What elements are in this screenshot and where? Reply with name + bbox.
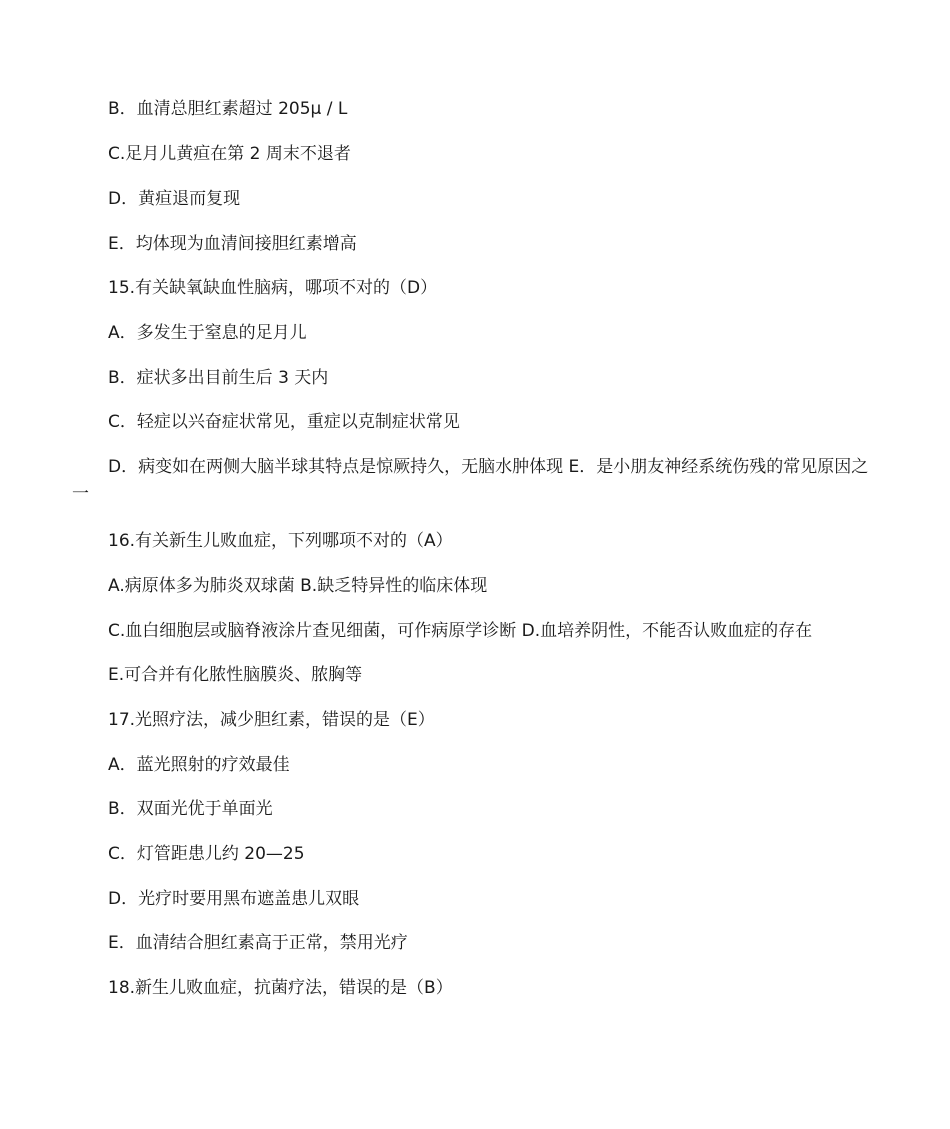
question-17: 17.光照疗法，减少胆红素，错误的是（E） (108, 710, 435, 730)
text-line-b-bilirubin: B．血清总胆红素超过 205μ / L (108, 99, 348, 119)
q17-option-e: E．血清结合胆红素高于正常，禁用光疗 (108, 933, 408, 953)
text-line-c-jaundice: C.足月儿黄疸在第 2 周末不退者 (108, 144, 351, 164)
text-line-e-bilirubin: E．均体现为血清间接胆红素增高 (108, 234, 357, 254)
q15-option-c: C．轻症以兴奋症状常见，重症以克制症状常见 (108, 412, 460, 432)
q17-option-d: D．光疗时要用黑布遮盖患儿双眼 (108, 889, 360, 909)
question-16: 16.有关新生儿败血症，下列哪项不对的（A） (108, 531, 453, 551)
text-line-d-jaundice: D．黄疸退而复现 (108, 189, 241, 209)
q17-option-c: C．灯管距患儿约 20—25 (108, 844, 305, 864)
q15-option-a: A．多发生于窒息的足月儿 (108, 323, 307, 343)
q17-option-a: A．蓝光照射的疗效最佳 (108, 755, 290, 775)
q16-option-a-b: A.病原体多为肺炎双球菌 B.缺乏特异性的临床体现 (108, 576, 488, 596)
q15-option-d-e: D．病变如在两侧大脑半球其特点是惊厥持久，无脑水肿体现 E．是小朋友神经系统伤残的常见原因之一 (72, 457, 869, 504)
q16-option-c-d: C.血白细胞层或脑脊液涂片查见细菌，可作病原学诊断 D.血培养阴性，不能否认败血症的存在 (108, 621, 813, 641)
q17-option-b: B．双面光优于单面光 (108, 799, 273, 819)
question-18: 18.新生儿败血症，抗菌疗法，错误的是（B） (108, 978, 453, 998)
q16-option-e: E.可合并有化脓性脑膜炎、脓胸等 (108, 665, 363, 685)
question-15: 15.有关缺氧缺血性脑病，哪项不对的（D） (108, 278, 438, 298)
q15-option-b: B．症状多出目前生后 3 天内 (108, 368, 329, 388)
